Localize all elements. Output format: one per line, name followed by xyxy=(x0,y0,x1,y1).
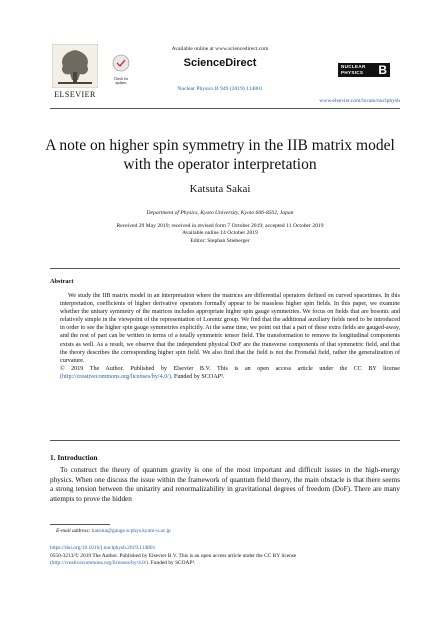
license-link[interactable]: (http://creativecommons.org/licenses/by/4.0/) xyxy=(60,373,171,380)
copyright-text: © 2019 The Author. Published by Elsevier B.V. This is an open access article under the CC BY license xyxy=(60,365,400,372)
journal-logo-letter: B xyxy=(378,63,387,77)
available-date: Available online 14 October 2019 xyxy=(182,230,258,237)
received-dates: Received 29 May 2019; received in revised form 7 October 2019; accepted 11 October 2019 xyxy=(116,223,324,229)
section-heading-introduction: 1. Introduction xyxy=(50,453,98,462)
email-label: E-mail address: xyxy=(56,528,91,534)
journal-logo-line1: NUCLEAR xyxy=(341,64,366,69)
author-name: Katsuta Sakai xyxy=(189,183,251,195)
abstract-divider-bottom xyxy=(50,440,400,441)
article-dates xyxy=(0,223,440,245)
journal-logo-line2: PHYSICS xyxy=(341,70,364,75)
issn-line xyxy=(50,553,400,567)
email-link[interactable]: katsuta@gauge.scphys.kyoto-u.ac.jp xyxy=(91,528,171,534)
journal-reference[interactable]: Nuclear Physics B 949 (2019) 114801 xyxy=(177,86,263,92)
article-title-line1: A note on higher spin symmetry in the IIB matrix model xyxy=(45,137,395,154)
check-updates-badge[interactable] xyxy=(110,54,132,85)
journal-logo xyxy=(338,63,390,77)
abstract-body xyxy=(60,292,400,381)
doi-link[interactable]: https://doi.org/10.1016/j.nuclphysb.2019.114801 xyxy=(50,545,156,551)
journal-url[interactable]: www.elsevier.com/locate/nuclphysb xyxy=(319,98,400,104)
funded-text: . Funded by SCOAP³. xyxy=(170,373,225,380)
email-footnote xyxy=(56,528,396,535)
footer-license-link[interactable]: (http://creativecommons.org/licenses/by/4.0/) xyxy=(50,560,149,566)
introduction-text: To construct the theory of quantum gravity is one of the most important and difficult issues in the high-energy physics. When one discuss the issue within the framework of quantum field theory, the main obstacle is that there seems a strong tension between the unitarity and renormalizability in gravitational degrees of freedom (DoF). There are many attempts to prove the hidden xyxy=(50,466,400,504)
abstract-copyright xyxy=(60,365,400,381)
footnote-rule xyxy=(50,524,110,525)
elsevier-logo xyxy=(52,44,98,88)
editor: Editor: Stephan Stieberger xyxy=(190,237,250,244)
article-title xyxy=(30,136,410,174)
header-divider xyxy=(50,108,400,109)
check-updates-label: Check for updates xyxy=(113,77,129,85)
publisher-name: ELSEVIER xyxy=(54,90,96,99)
affiliation: Department of Physics, Kyoto University, Kyoto 606-8502, Japan xyxy=(146,210,294,216)
sciencedirect-logo[interactable]: ScienceDirect xyxy=(183,57,257,69)
abstract-heading: Abstract xyxy=(50,278,74,285)
abstract-divider-top xyxy=(50,268,400,269)
footer-license-line xyxy=(50,560,400,567)
abstract-text: We study the IIB matrix model in an interpretation where the matrices are differential operators defined on curved spacetimes. In this interpretation, coefficients of higher derivative operators formally appear to be massless higher spin fields. In this paper, we examine whether the unitary symmetry of the matrices includes appropriate higher spin gauge symmetries. We focus on fields that are bosonic and relatively simple in the viewpoint of the representation of Lorentz group. We find that the additional auxiliary fields need to be introduced in order to see the higher spin gauge symmetries explicitly. At the same time, we point out that a part of these extra fields are gauged-away, and the rest of part can be written in terms of a totally symmetric tensor field. The transformation to remove its longitudinal components exists as well. As a result, we observe that the independent physical DoF are the transverse components of that symmetric field, and that the theory describes the corresponding higher spin field. We also find that the field is not the Fronsdal field, rather the generalization of curvature. xyxy=(60,293,400,364)
footer-funded-text: . Funded by SCOAP³. xyxy=(148,560,196,566)
check-updates-icon xyxy=(112,54,130,72)
elsevier-tree-icon xyxy=(52,44,98,88)
available-online-text[interactable]: Available online at www.sciencedirect.com xyxy=(171,46,269,52)
article-title-line2: with the operator interpretation xyxy=(123,156,317,173)
issn-text: 0550-3213/© 2019 The Author. Published by Elsevier B.V. This is an open access article under the CC BY license xyxy=(50,553,297,559)
